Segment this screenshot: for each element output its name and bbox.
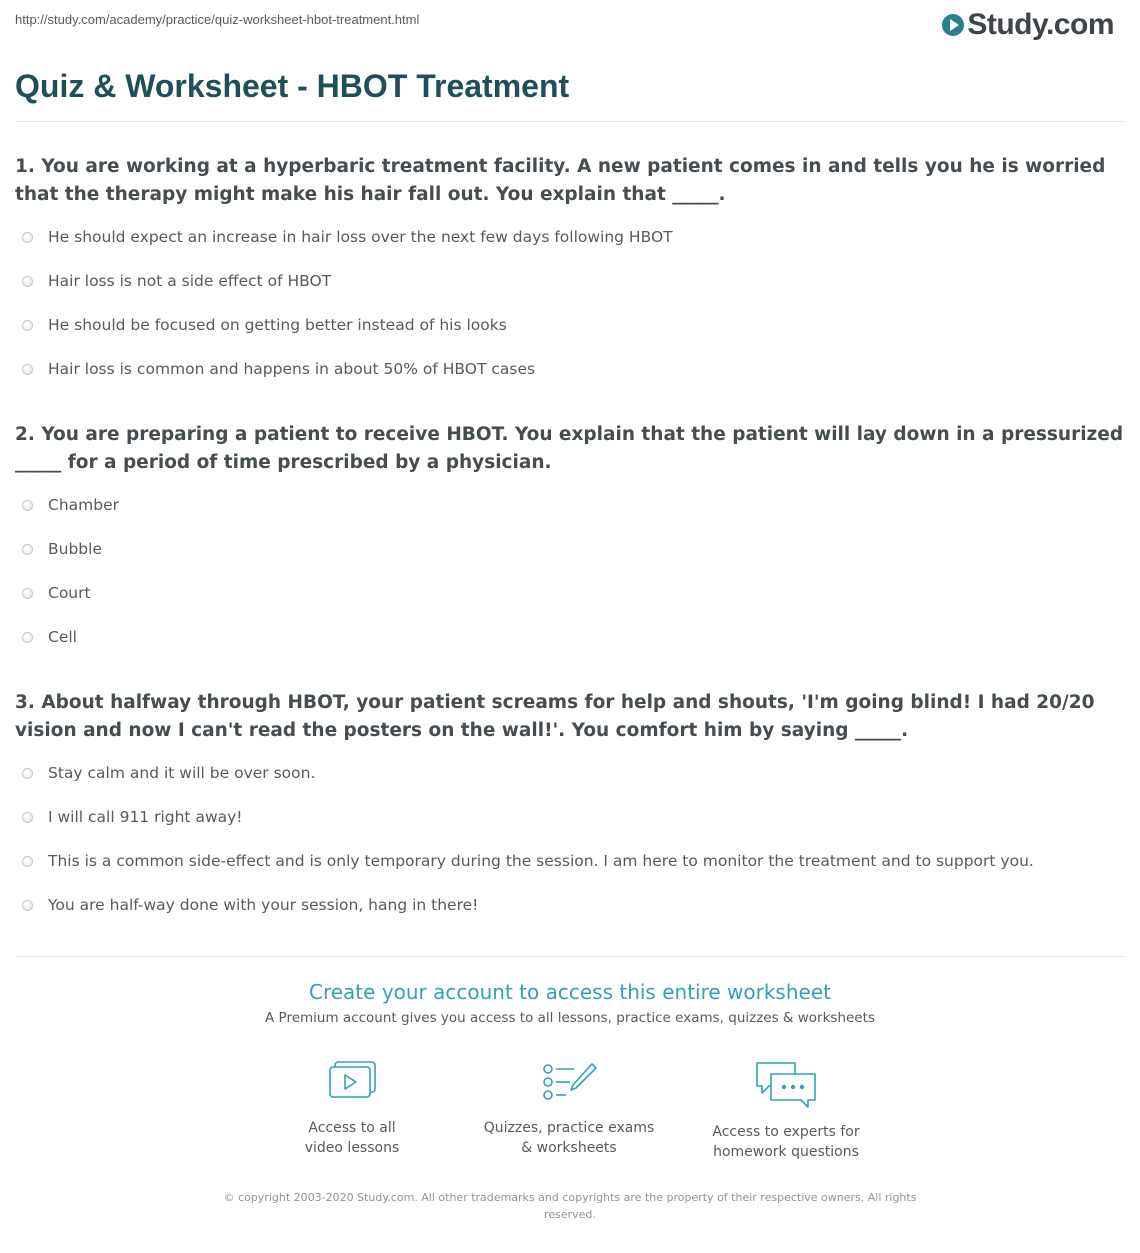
answer-option[interactable] <box>22 496 119 514</box>
expert-chat-icon <box>753 1060 819 1110</box>
page-title: Quiz & Worksheet - HBOT Treatment <box>15 68 570 104</box>
feature-label-line1: Access to experts for <box>712 1124 860 1140</box>
play-logo-icon <box>942 14 964 36</box>
answer-label: Bubble <box>48 540 102 558</box>
answer-label: Hair loss is common and happens in about 50% of HBOT cases <box>48 360 536 378</box>
answer-option[interactable] <box>22 808 243 826</box>
answer-option[interactable] <box>22 628 77 646</box>
answer-label: You are half-way done with your session, hang in there! <box>48 896 479 914</box>
study-logo[interactable] <box>942 8 1114 42</box>
feature-label-line1: Quizzes, practice exams <box>483 1120 655 1136</box>
answer-option[interactable] <box>22 852 1034 870</box>
radio-button[interactable] <box>22 500 33 511</box>
answer-option[interactable] <box>22 584 91 602</box>
radio-button[interactable] <box>22 900 33 911</box>
answer-label: Court <box>48 584 91 602</box>
feature-label-line2: video lessons <box>304 1140 400 1156</box>
answer-option[interactable] <box>22 228 673 246</box>
cta-divider <box>15 956 1125 957</box>
answer-label: Cell <box>48 628 77 646</box>
feature-label-line1: Access to all <box>308 1120 396 1136</box>
answer-label: Stay calm and it will be over soon. <box>48 764 316 782</box>
quiz-checklist-icon <box>540 1060 598 1106</box>
feature-experts <box>686 1060 886 1162</box>
feature-label-line2: homework questions <box>713 1144 859 1160</box>
answer-label: He should be focused on getting better instead of his looks <box>48 316 507 334</box>
feature-label-line2: & worksheets <box>521 1140 617 1156</box>
radio-button[interactable] <box>22 364 33 375</box>
answer-option[interactable] <box>22 764 315 782</box>
feature-quizzes <box>469 1060 669 1158</box>
copyright-footer: © copyright 2003-2020 Study.com. All other trademarks and copyrights are the property of their respective owners. All rights reserved. <box>223 1191 917 1221</box>
radio-button[interactable] <box>22 588 33 599</box>
cta-subtitle: A Premium account gives you access to all lessons, practice exams, quizzes & worksheets <box>265 1010 875 1026</box>
video-lessons-icon <box>324 1060 380 1106</box>
radio-button[interactable] <box>22 812 33 823</box>
question-1: 1. You are working at a hyperbaric treatment facility. A new patient comes in and tells you he is worried that the therapy might make his hair fall out. You explain that _____. <box>15 156 1106 205</box>
answer-option[interactable] <box>22 540 102 558</box>
page-url: http://study.com/academy/practice/quiz-worksheet-hbot-treatment.html <box>15 12 420 27</box>
radio-button[interactable] <box>22 544 33 555</box>
answer-label: He should expect an increase in hair loss over the next few days following HBOT <box>48 228 673 246</box>
title-divider <box>15 121 1125 122</box>
radio-button[interactable] <box>22 232 33 243</box>
answer-option[interactable] <box>22 360 535 378</box>
answer-label: This is a common side-effect and is only temporary during the session. I am here to monitor the treatment and to support you. <box>48 852 1034 870</box>
create-account-link[interactable]: Create your account to access this entire worksheet <box>309 980 831 1004</box>
answer-label: Hair loss is not a side effect of HBOT <box>48 272 332 290</box>
feature-video-lessons <box>252 1060 452 1158</box>
answer-label: Chamber <box>48 496 119 514</box>
radio-button[interactable] <box>22 320 33 331</box>
answer-option[interactable] <box>22 272 331 290</box>
radio-button[interactable] <box>22 856 33 867</box>
radio-button[interactable] <box>22 632 33 643</box>
answer-option[interactable] <box>22 896 478 914</box>
answer-label: I will call 911 right away! <box>48 808 243 826</box>
answer-option[interactable] <box>22 316 507 334</box>
logo-text: Study.com <box>967 8 1114 41</box>
question-2: 2. You are preparing a patient to receive HBOT. You explain that the patient will lay down in a pressurized _____ for a period of time prescribed by a physician. <box>15 424 1124 473</box>
radio-button[interactable] <box>22 276 33 287</box>
radio-button[interactable] <box>22 768 33 779</box>
question-3: 3. About halfway through HBOT, your patient screams for help and shouts, 'I'm going blind! I had 20/20 vision and now I can't read the posters on the wall!'. You comfort him by saying _____. <box>15 692 1095 741</box>
